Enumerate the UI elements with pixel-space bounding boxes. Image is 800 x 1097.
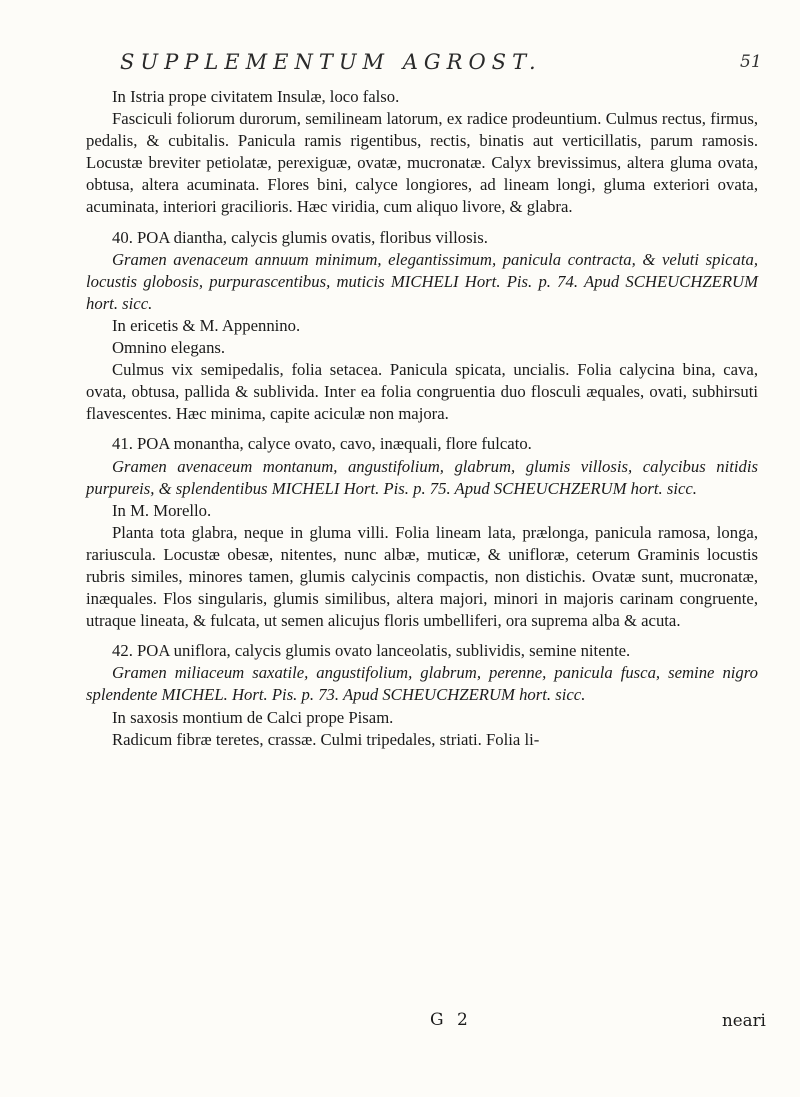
paragraph-species-41: 41. POA monantha, calyce ovato, cavo, inæquali, flore fulcato.	[112, 434, 532, 454]
paragraph-locality-40: In ericetis & M. Appennino.	[112, 315, 301, 335]
paragraph-locality-41: In M. Morello.	[112, 500, 212, 520]
paragraph-description-40: Culmus vix semipedalis, folia setacea. Panicula spicata, uncialis. Folia calycina bina, cava, ovata, obtusa, pallida & sublivida. Inter ea folia congruentia duo flosculi æquales, ovati, subhirsuti flavescentes. Hæc minima, capite aciculæ non majora.	[86, 360, 758, 424]
paragraph-description-42: Radicum fibræ teretes, crassæ. Culmi tripedales, striati. Folia li-	[112, 729, 540, 749]
paragraph-species-40: 40. POA diantha, calycis glumis ovatis, floribus villosis.	[112, 227, 488, 247]
paragraph-synonym-40: Gramen avenaceum annuum minimum, elegantissimum, panicula contracta, & veluti spicata, locustis globosis, purpurascentibus, muticis MICHELI Hort. Pis. p. 74. Apud SCHEUCHZERUM hort. sicc.	[86, 249, 758, 313]
running-title: SUPPLEMENTUM AGROST.	[120, 50, 542, 74]
paragraph-locality-42: In saxosis montium de Calci prope Pisam.	[112, 707, 394, 727]
paragraph-synonym-41: Gramen avenaceum montanum, angustifolium, glabrum, glumis villosis, calycibus nitidis purpureis, & splendentibus MICHELI Hort. Pis. p. 75. Apud SCHEUCHZERUM hort. sicc.	[86, 456, 758, 498]
body-text	[86, 86, 758, 751]
paragraph-description-41: Planta tota glabra, neque in gluma villi. Folia lineam lata, prælonga, panicula ramosa, longa, rariuscula. Locustæ obesæ, nitentes, nunc albæ, muticæ, & unifloræ, ceterum Graminis locustis rubris similes, minores tamen, glumis calycinis compactis, non distichis. Ovatæ sunt, mucronatæ, inæquales. Flos singularis, glumis similibus, altera majori, minori in majoris carinam congruente, utraque lineata, & fulcata, ut semen alicujus floris umbelliferi, ora suprema alba & acuta.	[86, 522, 758, 631]
page-number: 51	[740, 52, 762, 72]
paragraph-note-40: Omnino elegans.	[112, 338, 226, 358]
paragraph-synonym-42: Gramen miliaceum saxatile, angustifolium, glabrum, perenne, panicula fusca, semine nigro splendente MICHEL. Hort. Pis. p. 73. Apud SCHEUCHZERUM hort. sicc.	[86, 663, 758, 705]
paragraph-description-39: Fasciculi foliorum durorum, semilineam latorum, ex radice prodeuntium. Culmus rectus, firmus, pedalis, & cubitalis. Panicula ramis rigentibus, rectis, binatis aut verticillatis, parum ramosis. Locustæ breviter petiolatæ, perexiguæ, ovatæ, mucronatæ. Calyx brevissimus, altera gluma ovata, obtusa, altera acuminata. Flores bini, calyce longiores, ad lineam longi, gluma exteriori ovata, acuminata, interiori gracilioris. Hæc viridia, cum aliquo livore, & glabra.	[86, 109, 758, 217]
paragraph-species-42: 42. POA uniflora, calycis glumis ovato lanceolatis, sublividis, semine nitente.	[112, 641, 631, 661]
signature-mark: G 2	[430, 1010, 472, 1030]
paragraph-locality-istria: In Istria prope civitatem Insulæ, loco falso.	[112, 87, 400, 106]
catchword: neari	[722, 1010, 766, 1030]
